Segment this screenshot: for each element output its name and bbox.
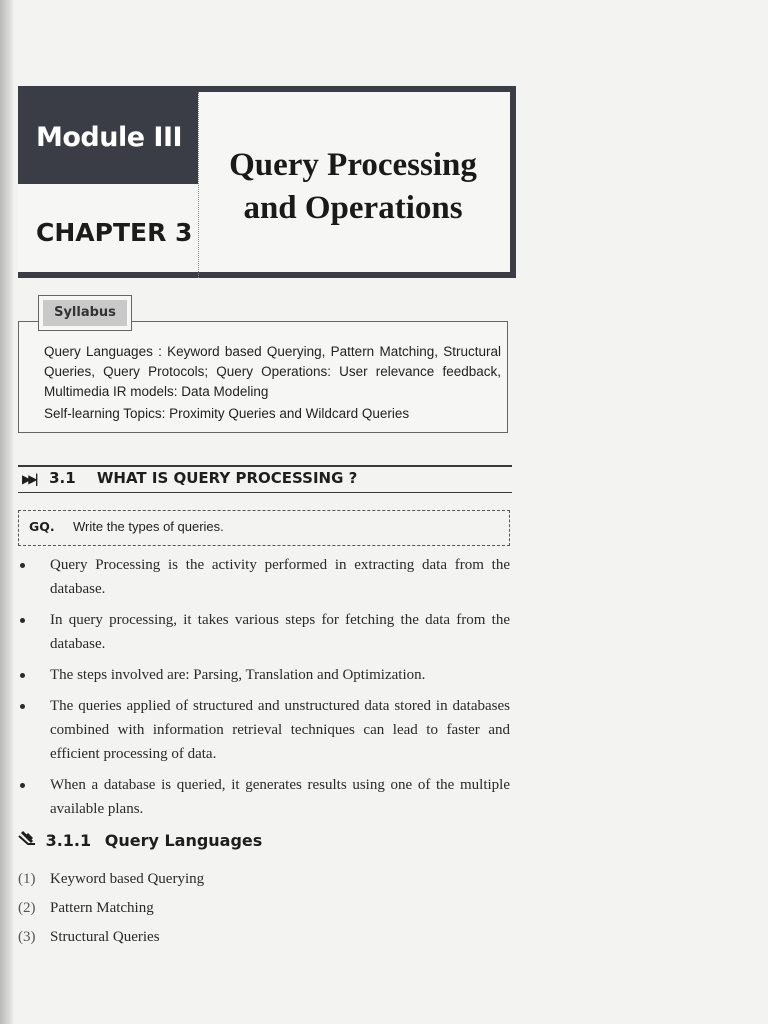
chapter-header: [18, 86, 516, 278]
fast-forward-icon: ▶▶|: [22, 472, 36, 486]
section-heading: [22, 469, 357, 487]
list-item: In query processing, it takes various steps for fetching the data from the database.: [18, 608, 510, 656]
gq-label: GQ.: [29, 519, 55, 534]
bullet-icon: [20, 783, 25, 788]
header-divider: [198, 92, 199, 278]
subsection-number: 3.1.1: [45, 831, 92, 850]
chapter-number: CHAPTER 3: [36, 218, 193, 247]
section-rule-bottom: [18, 492, 512, 493]
bullet-icon: [20, 618, 25, 623]
syllabus-text: [44, 342, 501, 424]
section-title: WHAT IS QUERY PROCESSING ?: [96, 469, 358, 487]
gq-question: Write the types of queries.: [73, 519, 224, 534]
pencil-note-icon: [18, 830, 40, 850]
syllabus-tag: [38, 295, 132, 331]
subsection-heading: [18, 830, 262, 850]
bullet-icon: [20, 673, 25, 678]
list-item: (3) Structural Queries: [18, 929, 160, 945]
bullet-icon: [20, 563, 25, 568]
syllabus-label: Syllabus: [43, 300, 127, 326]
list-item: (2) Pattern Matching: [18, 900, 154, 916]
bullet-icon: [20, 704, 25, 709]
syllabus-main: Query Languages : Keyword based Querying, Pattern Matching, Structural Queries, Query Protocols; Query Operations: User relevance feedback, Multimedia IR models: Data Modeling: [44, 344, 501, 399]
list-item: (1) Keyword based Querying: [18, 871, 205, 887]
list-item: When a database is queried, it generates results using one of the multiple available plans.: [18, 773, 510, 821]
book-spine-shadow: [0, 0, 14, 1024]
subsection-title: Query Languages: [104, 831, 263, 850]
list-item: Query Processing is the activity performed in extracting data from the database.: [18, 553, 510, 601]
module-title: Module III: [36, 122, 183, 153]
chapter-title: [208, 144, 498, 230]
bullet-list: [18, 553, 510, 828]
chapter-title-line1: Query Processing: [229, 147, 477, 183]
syllabus-self-learning: Self-learning Topics: Proximity Queries and Wildcard Queries: [44, 406, 410, 421]
gq-box: [18, 510, 510, 546]
list-item: The steps involved are: Parsing, Translation and Optimization.: [18, 663, 510, 687]
chapter-title-line2: and Operations: [243, 190, 463, 226]
numbered-list: [18, 868, 498, 955]
section-rule-top: [18, 465, 512, 467]
section-number: 3.1: [49, 469, 76, 487]
list-item: The queries applied of structured and unstructured data stored in databases combined with information retrieval techniques can lead to faster and efficient processing of data.: [18, 694, 510, 766]
